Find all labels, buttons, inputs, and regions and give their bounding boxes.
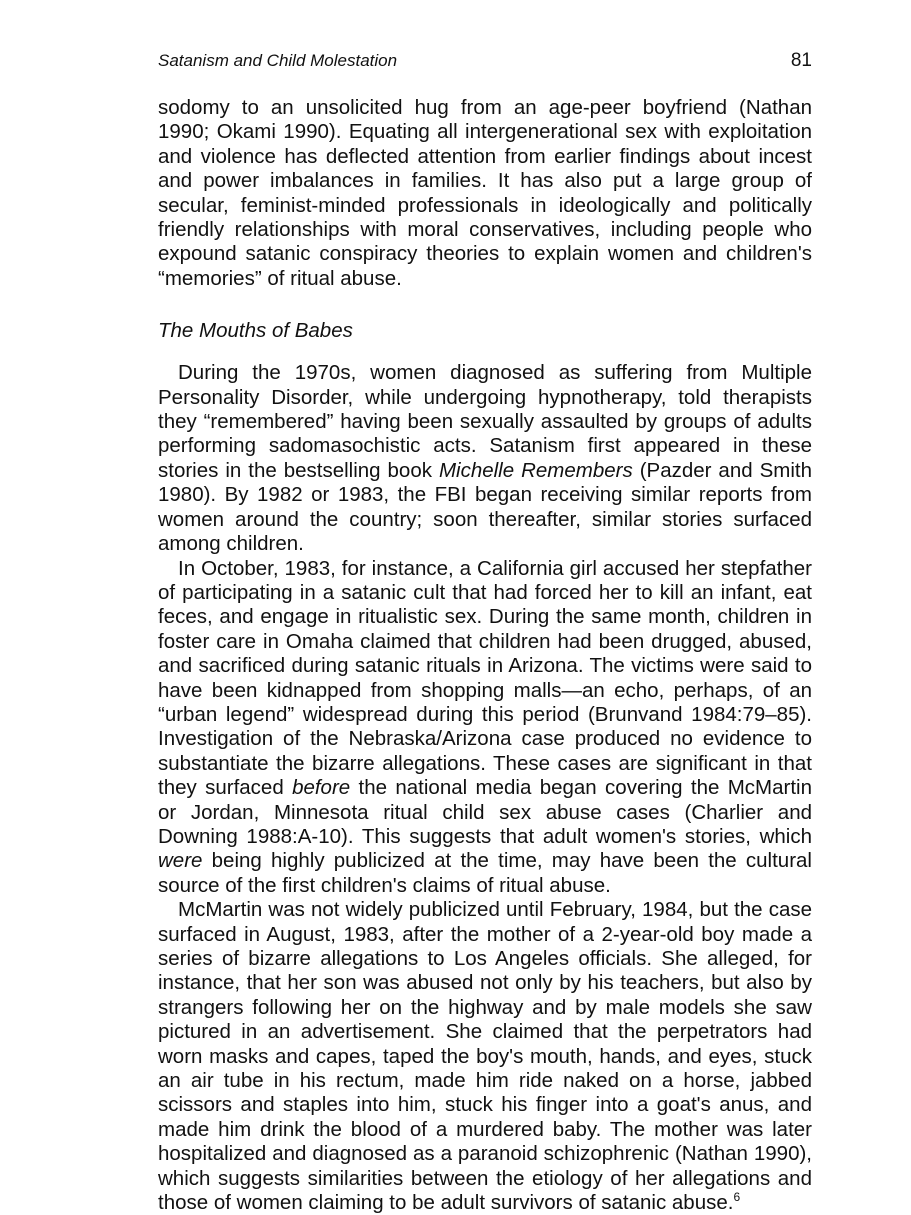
footnote-reference[interactable]: 6: [733, 1190, 741, 1205]
paragraph-text: McMartin was not widely publicized until February, 1984, but the case surfaced in August, 1983, after the mother of a 2-year-old boy made a series of bizarre allegations to Los Angeles officials. She alleged, for instance, that her son was abused not only by his teachers, but also by strangers following her on the highway and by male models she saw pictured in an advertisement. She claimed that the perpetrators had worn masks and capes, taped the boy's mouth, hands, and eyes, stuck an air tube in his rectum, made him ride naked on a horse, jabbed scissors and staples into him, stuck his finger into a goat's anus, and made him drink the blood of a murdered baby. The mother was later hospitalized and diagnosed as a paranoid schizophrenic (Nathan 1990), which suggests similarities between the etiology of her allegations and those of women claiming to be adult survivors of satanic abuse.: [158, 898, 812, 1215]
section-heading: The Mouths of Babes: [158, 319, 353, 343]
paragraph-text: During the 1970s, women diagnosed as suffering from Multiple Personality Disorder, while undergoing hypnotherapy, told therapists they “remembered” having been sexually assaulted by groups of adults performing sadomasochistic acts. Satanism first appeared in these stories in the bestselling book: [158, 361, 812, 482]
running-header: [158, 50, 812, 76]
book-page: [158, 50, 812, 1215]
paragraph-october-1983: [158, 557, 812, 899]
paragraph-continuation: sodomy to an unsolicited hug from an age-peer boyfriend (Nathan 1990; Okami 1990). Equating all intergenerational sex with exploitation and violence has deflected attention from earlier findings about incest and power imbalances in families. It has also put a large group of secular, feminist-minded professionals in ideologically and politically friendly relationships with moral conservatives, including people who expound satanic conspiracy theories to explain women and children's “memories” of ritual abuse.: [158, 96, 812, 290]
paragraph-text: being highly publicized at the time, may have been the cultural source of the first children's claims of ritual abuse.: [158, 849, 812, 897]
paragraph-text: the national media began covering the McMartin or Jordan, Minnesota ritual child sex abuse cases (Charlier and Downing 1988:A-10). This suggests that adult women's stories, which: [158, 776, 812, 848]
emphasis-word: before: [292, 776, 351, 800]
paragraph-text: In October, 1983, for instance, a California girl accused her stepfather of participating in a satanic cult that had forced her to kill an infant, eat feces, and engage in ritualistic sex. During the same month, children in foster care in Omaha claimed that children had been drugged, abused, and sacrificed during satanic rituals in Arizona. The victims were said to have been kidnapped from shopping malls—an echo, perhaps, of an “urban legend” widespread during this period (Brunvand 1984:79–85). Investigation of the Nebraska/Arizona case produced no evidence to substantiate the bizarre allegations. These cases are significant in that they surfaced: [158, 556, 812, 800]
paragraph-1970s: [158, 361, 812, 556]
book-title: Michelle Remembers: [438, 458, 633, 482]
paragraph-text: (Pazder and Smith 1980). By 1982 or 1983, the FBI began receiving similar reports from women around the country; soon thereafter, similar stories surfaced among children.: [158, 458, 812, 556]
running-title: Satanism and Child Molestation: [158, 51, 398, 70]
page-number: 81: [790, 50, 812, 71]
emphasis-word: were: [158, 849, 203, 873]
paragraph-mcmartin: [158, 898, 812, 1215]
